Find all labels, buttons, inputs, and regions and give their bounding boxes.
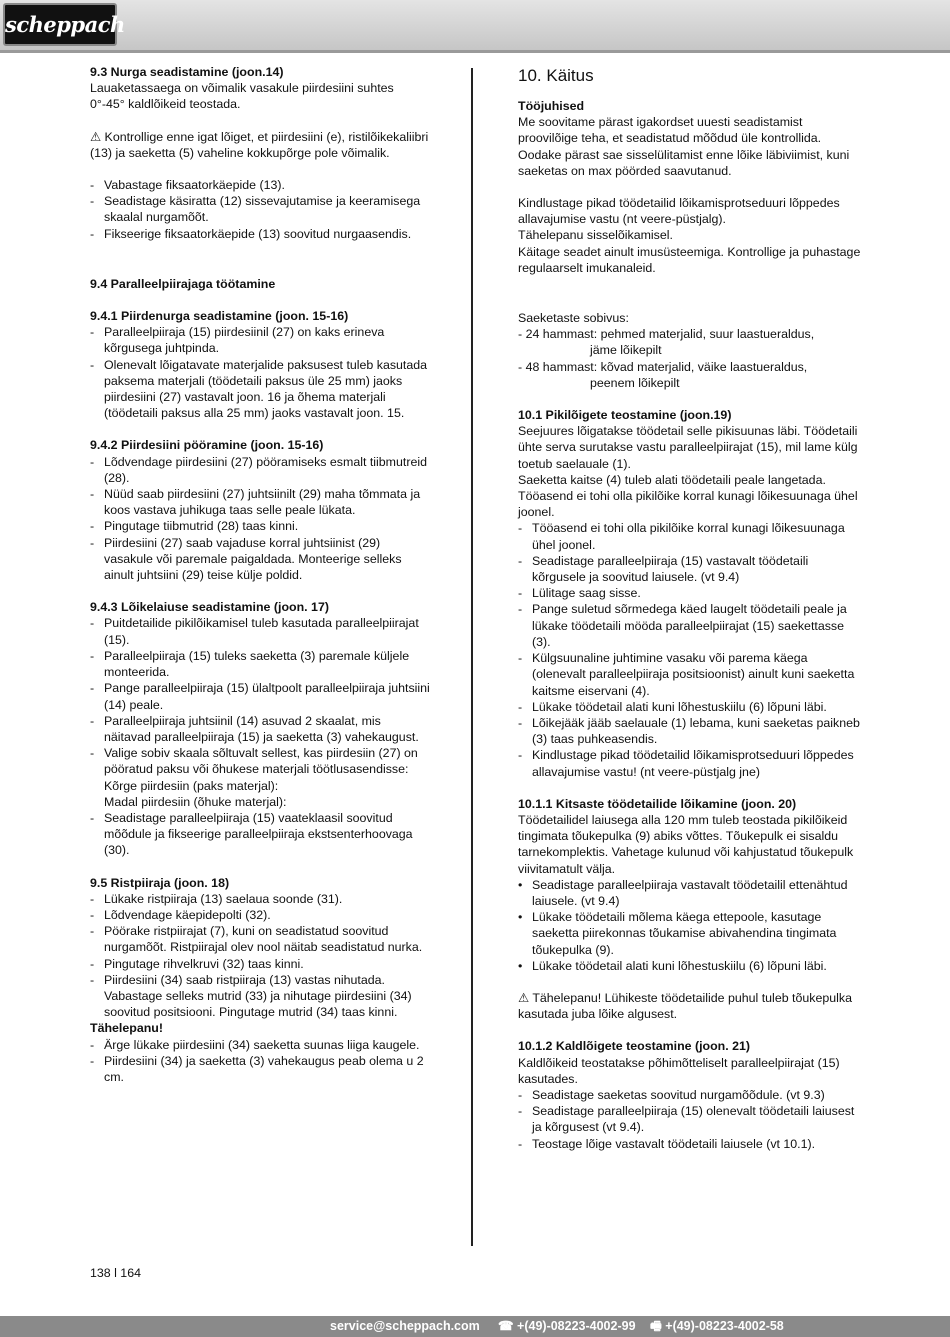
right-column xyxy=(518,64,863,1152)
support-fax: 🖷 +(49)-08223-4002-58 xyxy=(650,1319,784,1333)
list-item: - Nüüd saab piirdesiini (27) juhtsiinilt (29) maha tõmmata ja koos vastava juhikuga taas selle peale lükata. xyxy=(90,486,430,518)
support-email-link[interactable]: service@scheppach.com xyxy=(330,1319,480,1333)
section-10-1-list xyxy=(518,520,863,779)
work-instructions-p1: Me soovitame pärast igakordset uuesti seadistamist proovilõige teha, et seadistatud mõõdud üle kontrollida. Oodake pärast sae sisselülitamist enne lõike läbiviimist, kuni saeketas on max pöörded saavutanud. xyxy=(518,115,850,178)
list-item: - Seadistage paralleelpiiraja (15) vastavalt töödetaili kõrgusele ja soovitud laiusele. (vt 9.4) xyxy=(518,553,863,585)
support-phone: ☎ +(49)-08223-4002-99 xyxy=(498,1319,636,1333)
list-item: - Vabastage fiksaatorkäepide (13). xyxy=(90,177,430,193)
list-item: - Seadistage saeketas soovitud nurgamõõdule. (vt 9.3) xyxy=(518,1087,863,1103)
section-9-5-note-list xyxy=(90,1037,430,1086)
scheppach-logo: scheppach xyxy=(3,3,117,46)
section-9-4-2-list xyxy=(90,454,430,584)
list-item: - Lükake töödetail alati kuni lõhestuskiilu (6) lõpuni läbi. xyxy=(518,699,863,715)
list-item: - Olenevalt lõigatavate materjalide paksusest tuleb kasutada paksema materjali (töödetaili paksus üle 25 mm) jaoks piirdesiini (27) vastavalt joon. 16 ja õhema materjali (töödetaili paksus alla 25 mm) jaoks vastavalt joon. 15. xyxy=(90,357,430,422)
section-10-title: 10. Käitus xyxy=(518,66,594,85)
list-item: - Teostage lõige vastavalt töödetaili laiusele (vt 10.1). xyxy=(518,1136,863,1152)
list-item: - Lõdvendage piirdesiini (27) pööramiseks esmalt tiibmutreid (28). xyxy=(90,454,430,486)
list-item: - Pingutage rihvelkruvi (32) taas kinni. xyxy=(90,956,430,972)
list-item: - Pange suletud sõrmedega käed laugelt töödetaili peale ja lükake töödetaili mööda paralleelpiirajat (15) saekettasse (3). xyxy=(518,601,863,650)
list-item: - Ärge lükake piirdesiini (34) saeketta suunas liiga kaugele. xyxy=(90,1037,430,1053)
list-item: - Seadistage paralleelpiiraja (15) vaateklaasil soovitud mõõdule ja fikseerige paralleelpiiraja ekstsenterhoovaga (30). xyxy=(90,810,430,859)
section-9-3-warning: ⚠ Kontrollige enne igat lõiget, et piirdesiini (e), ristilõikekaliibri (13) ja saeketta (5) vaheline kokkupõrge pole võimalik. xyxy=(90,129,429,160)
blade-48-teeth-cont: peenem lõikepilt xyxy=(590,375,680,390)
list-item: - Lükake ristpiiraja (13) saelaua soonde (31). xyxy=(90,891,430,907)
list-item: - Pange paralleelpiiraja (15) ülaltpoolt paralleelpiiraja juhtsiini (14) peale. xyxy=(90,680,430,712)
blade-suitability-title: Saeketaste sobivus: xyxy=(518,311,629,326)
section-10-1-1-intro: Töödetailidel laiusega alla 120 mm tuleb teostada pikilõikeid tingimata tõukepulka (9) abiks võttes. Tõukepulk ei sisaldu tarnekomplektis. Vahetage kulunud või kahjustatud tõukepulk viivitamatult välja. xyxy=(518,812,854,876)
list-item: - Fikseerige fiksaatorkäepide (13) soovitud nurgaasendis. xyxy=(90,226,430,242)
section-9-4-1-title: 9.4.1 Piirdenurga seadistamine (joon. 15-16) xyxy=(90,309,349,324)
list-item: • Lükake töödetaili mõlema käega ettepoole, kasutage saeketta piirekonnas tõukamise abivahendina tingimata tõukepulka (9). xyxy=(518,909,863,958)
section-10-1-1-list xyxy=(518,877,863,974)
list-item: - Paralleelpiiraja (15) tuleks saeketta (3) paremale küljele monteerida. xyxy=(90,648,430,680)
section-10-1-2-title: 10.1.2 Kaldlõigete teostamine (joon. 21) xyxy=(518,1039,751,1054)
section-9-5-note-title: Tähelepanu! xyxy=(90,1021,163,1036)
list-item: - Piirdesiini (34) ja saeketta (3) vahekaugus peab olema u 2 cm. xyxy=(90,1053,430,1085)
left-column xyxy=(90,64,430,1085)
section-10-1-2-list xyxy=(518,1087,863,1152)
list-item: - Lülitage saag sisse. xyxy=(518,585,863,601)
section-9-4-2-title: 9.4.2 Piirdesiini pööramine (joon. 15-16) xyxy=(90,438,324,453)
list-item: - Paralleelpiiraja (15) piirdesiinil (27) on kaks erineva kõrgusega juhtpinda. xyxy=(90,324,430,356)
list-item: - Külgsuunaline juhtimine vasaku või parema käega (olenevalt paralleelpiiraja positsioonist) ainult kuni saeketta kaitsme eiservani (4). xyxy=(518,650,863,699)
list-item: - Valige sobiv skaala sõltuvalt sellest, kas piirdesiin (27) on pööratud paksu või õhukese materjali töötlusasendisse: Kõrge piirdesiin (paks materjal): Madal piirdesiin (õhuke materjal): xyxy=(90,745,430,810)
list-item: - Tööasend ei tohi olla pikilõike korral kunagi lõikesuunaga ühel joonel. xyxy=(518,520,863,552)
list-item: - Piirdesiini (34) saab ristpiiraja (13) vastas nihutada. Vabastage selleks mutrid (33) ja nihutage piirdesiini (34) soovitud positsiooni. Pingutage mutrid (34) taas kinni. xyxy=(90,972,430,1021)
section-9-4-1-list xyxy=(90,324,430,421)
list-item: - Seadistage käsiratta (12) sissevajutamise ja keeramisega skaalal nurgamõõt. xyxy=(90,193,430,225)
section-9-4-3-title: 9.4.3 Lõikelaiuse seadistamine (joon. 17) xyxy=(90,600,329,615)
work-instructions-title: Tööjuhised xyxy=(518,99,585,113)
section-9-3-list xyxy=(90,177,430,242)
list-item: - Lõdvendage käepidepolti (32). xyxy=(90,907,430,923)
section-9-5-title: 9.5 Ristpiiraja (joon. 18) xyxy=(90,875,230,890)
section-10-1-2-intro: Kaldlõikeid teostatakse põhimõtteliselt paralleelpiirajat (15) kasutades. xyxy=(518,1055,840,1086)
section-9-3-title: 9.3 Nurga seadistamine (joon.14) xyxy=(90,65,284,79)
section-9-4-3-list xyxy=(90,615,430,858)
list-item: • Lükake töödetail alati kuni lõhestuskiilu (6) lõpuni läbi. xyxy=(518,958,863,974)
column-divider xyxy=(471,68,473,1246)
blade-48-teeth: - 48 hammast: kõvad materjalid, väike laastueraldus, xyxy=(518,359,808,374)
list-item: - Pöörake ristpiirajat (7), kuni on seadistatud soovitud nurgamõõt. Ristpiirajal olev nool näitab seadistatud nurka. xyxy=(90,923,430,955)
page-header xyxy=(0,0,950,53)
list-item: - Puitdetailide pikilõikamisel tuleb kasutada paralleelpiirajat (15). xyxy=(90,615,430,647)
section-9-4-title: 9.4 Paralleelpiirajaga töötamine xyxy=(90,276,276,291)
blade-24-teeth-cont: jäme lõikepilt xyxy=(590,343,662,358)
section-9-3-intro: Lauaketassaega on võimalik vasakule piirdesiini suhtes 0°-45° kaldlõikeid teostada. xyxy=(90,81,394,112)
section-9-5-list xyxy=(90,891,430,1021)
list-item: - Seadistage paralleelpiiraja (15) olenevalt töödetaili laiusest ja kõrgusest (vt 9.4). xyxy=(518,1103,863,1135)
list-item: - Pingutage tiibmutrid (28) taas kinni. xyxy=(90,518,430,534)
section-10-1-1-title: 10.1.1 Kitsaste töödetailide lõikamine (joon. 20) xyxy=(518,796,797,811)
blade-24-teeth: - 24 hammast: pehmed materjalid, suur laastueraldus, xyxy=(518,327,815,342)
list-item: • Seadistage paralleelpiiraja vastavalt töödetailil ettenähtud laiusele. (vt 9.4) xyxy=(518,877,863,909)
list-item: - Kindlustage pikad töödetailid lõikamisprotseduuri lõppedes allavajumise vastu! (nt veere-püstjalg jne) xyxy=(518,747,863,779)
list-item: - Piirdesiini (27) saab vajaduse korral juhtsiinist (29) vasakule või paremale paigaldada. Monteerige selleks ainult juhtsiini (29) teise külje poldid. xyxy=(90,535,430,584)
page-number: 138 l 164 xyxy=(90,1266,141,1280)
list-item: - Paralleelpiiraja juhtsiinil (14) asuvad 2 skaalat, mis näitavad paralleelpiiraja (15) ja saeketta (3) vahekaugust. xyxy=(90,713,430,745)
work-instructions-p2: Kindlustage pikad töödetailid lõikamisprotseduuri lõppedes allavajumise vastu (nt veere-püstjalg). Tähelepanu sisselõikamisel. Käitage seadet ainult imusüsteemiga. Kontrollige ja puhastage regulaarselt imukanaleid. xyxy=(518,196,861,275)
section-10-1-title: 10.1 Pikilõigete teostamine (joon.19) xyxy=(518,408,732,423)
section-10-1-1-warning: ⚠ Tähelepanu! Lühikeste töödetailide puhul tuleb tõukepulka kasutada juba lõike algusest. xyxy=(518,990,852,1022)
footer-bar xyxy=(0,1316,950,1337)
list-item: - Lõikejääk jääb saelauale (1) lebama, kuni saeketas paikneb (3) taas puhkeasendis. xyxy=(518,715,863,747)
section-10-1-intro: Seejuures lõigatakse töödetail selle pikisuunas läbi. Töödetaili ühte serva surutakse vastu paralleelpiirajat (15), mil lame külg toetub saelauale (1). Saeketta kaitse (4) tuleb alati töödetaili peale langetada. Tööasend ei tohi olla pikilõike korral kunagi lõikesuunaga ühel joonel. xyxy=(518,424,858,520)
